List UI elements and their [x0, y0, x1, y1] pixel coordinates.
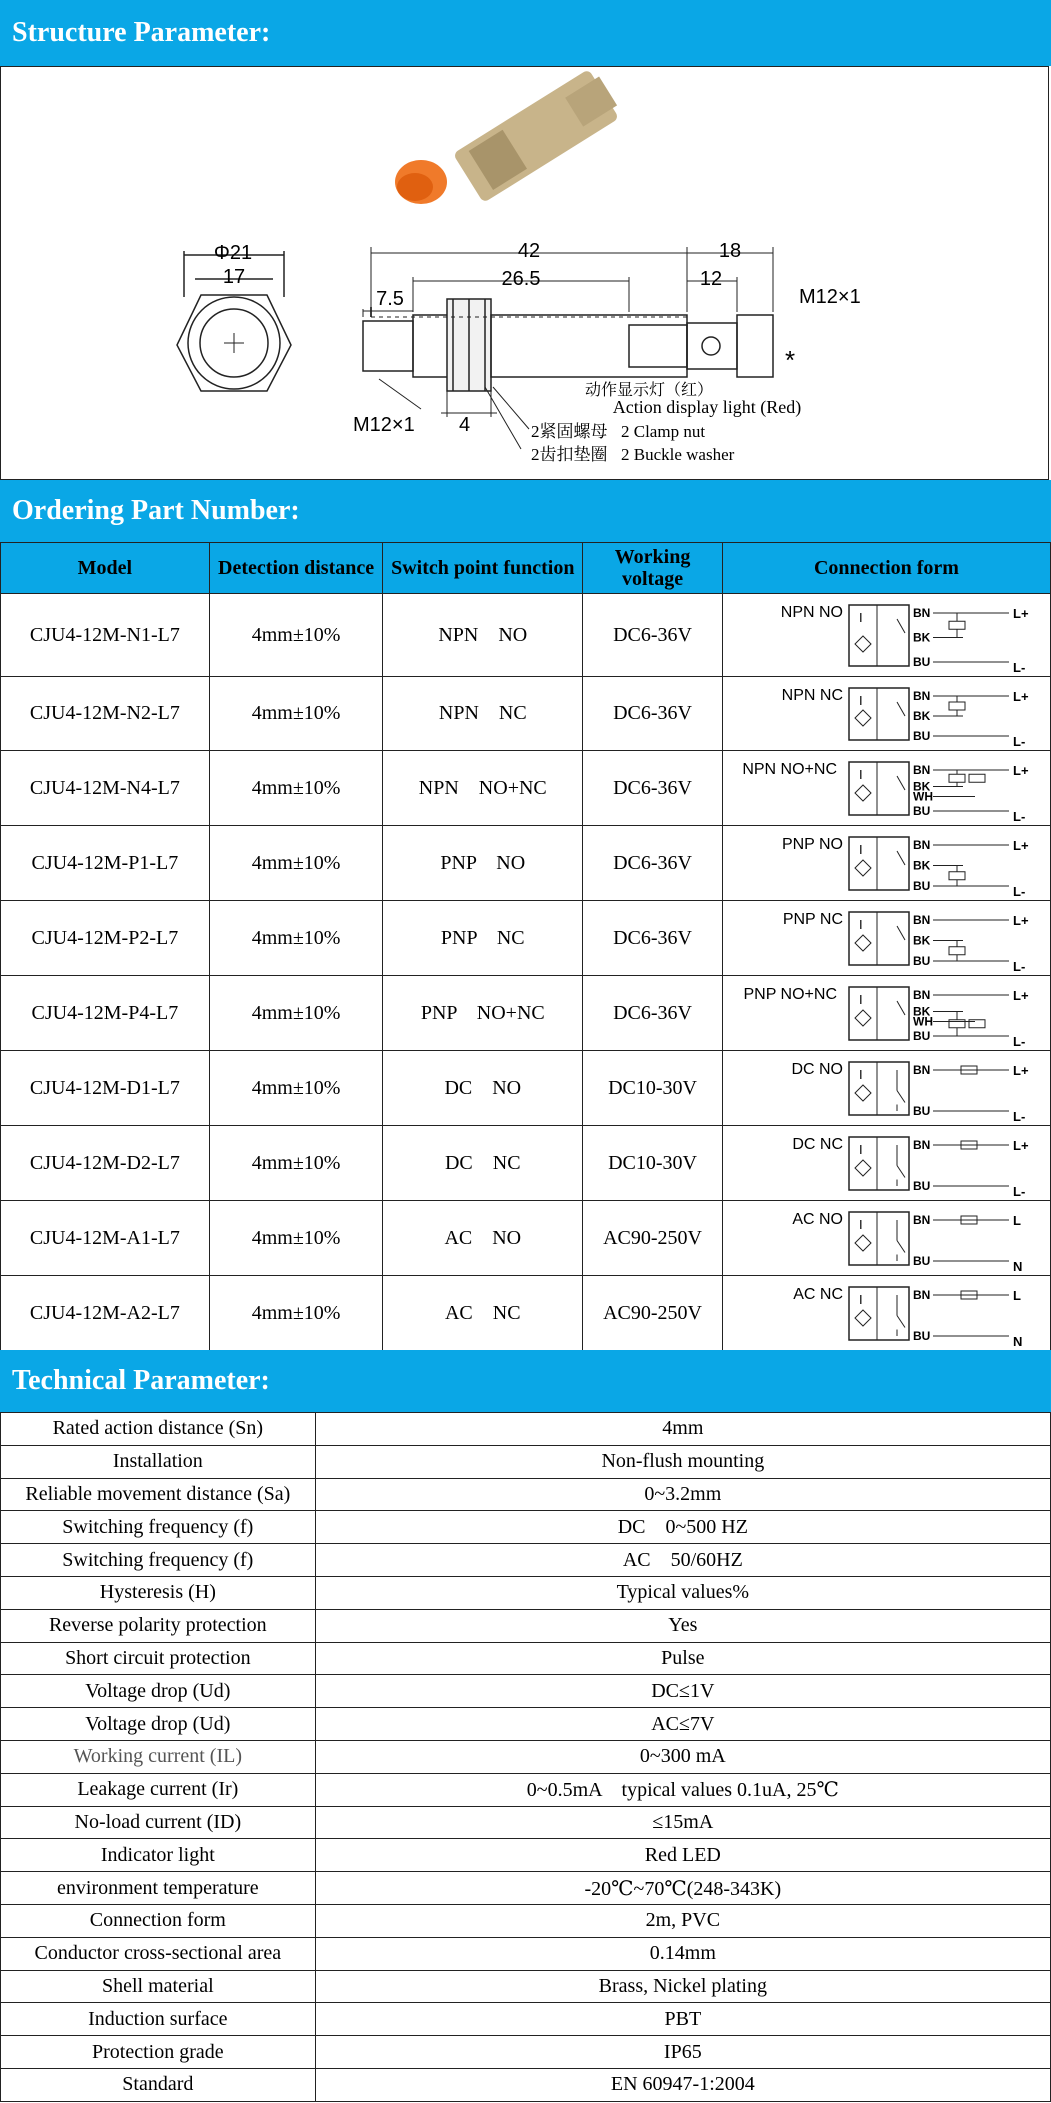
dim-42: 42 [517, 240, 541, 262]
parameter-value: Brass, Nickel plating [315, 1970, 1050, 2003]
table-row [1, 1276, 1051, 1351]
parameter-name: Hysteresis (H) [1, 1576, 316, 1609]
parameter-name: Connection form [1, 1904, 316, 1937]
function-cell: PNP NO [383, 826, 583, 901]
table-row [1, 1904, 1051, 1937]
wiring-diagram [723, 1277, 1049, 1350]
wire-bk-label: BK [912, 708, 931, 723]
wire-bu-label: BU [912, 878, 931, 893]
table-row [1, 1872, 1051, 1905]
parameter-value: PBT [315, 2003, 1050, 2036]
voltage-cell: AC90-250V [583, 1276, 723, 1351]
sensor-i-label: I [858, 1141, 863, 1157]
model-cell: CJU4-12M-N4-L7 [1, 751, 210, 826]
table-row [1, 1445, 1051, 1478]
sensor-i-label: I [858, 692, 863, 708]
parameter-name: Switching frequency (f) [1, 1544, 316, 1577]
model-cell: CJU4-12M-N2-L7 [1, 677, 210, 751]
voltage-cell: AC90-250V [583, 1201, 723, 1276]
table-row [1, 826, 1051, 901]
wire-bn-label: BN [912, 762, 931, 777]
wiring-diagram [723, 827, 1049, 900]
dim-12: 12 [699, 268, 723, 290]
ordering-section-header: Ordering Part Number: [0, 480, 1051, 542]
parameter-name: No-load current (ID) [1, 1806, 316, 1839]
distance-cell: 4mm±10% [209, 1126, 383, 1201]
sensor-i-label: I [858, 1066, 863, 1082]
connection-diagram-cell [722, 826, 1050, 901]
sensor-i-label: I [858, 916, 863, 932]
dim-4: 4 [459, 414, 471, 436]
load-resistor [949, 1019, 965, 1027]
load-resistor [949, 774, 965, 782]
switch-contact [897, 1240, 905, 1252]
table-row [1, 2068, 1051, 2101]
table-row [1, 1937, 1051, 1970]
terminal-bottom-label: L- [1012, 958, 1026, 974]
wire-wh-label: WH [912, 789, 933, 803]
table-row [1, 1511, 1051, 1544]
sensor-box [849, 762, 909, 815]
parameter-value: Non-flush mounting [315, 1445, 1050, 1478]
wiring-diagram [723, 595, 1049, 676]
switch-contact [897, 1165, 905, 1177]
parameter-name: Standard [1, 2068, 316, 2101]
structure-drawing [1, 67, 1048, 479]
load-resistor [949, 946, 965, 954]
connection-type-label: PNP NO [781, 835, 843, 853]
table-row [1, 594, 1051, 677]
wire-bk-label: BK [912, 630, 931, 644]
connection-type-label: NPN NO [780, 603, 843, 621]
model-cell: CJU4-12M-P1-L7 [1, 826, 210, 901]
switch-contact [897, 851, 905, 865]
connection-diagram-cell [722, 1276, 1050, 1351]
wire-bn-label: BN [912, 987, 931, 1002]
table-row [1, 1806, 1051, 1839]
sensor-photo [395, 69, 619, 204]
parameter-name: Installation [1, 1445, 316, 1478]
connection-type-label: PNP NC [782, 910, 843, 928]
nut-note-cn: 2紧固螺母 [531, 422, 608, 441]
load-resistor [949, 702, 965, 710]
sensor-box [849, 987, 909, 1040]
table-row [1, 1051, 1051, 1126]
switch-contact [897, 702, 905, 716]
terminal-bottom-label: N [1012, 1258, 1023, 1274]
wire-bk-label: BK [912, 858, 931, 872]
connection-diagram-cell [722, 751, 1050, 826]
parameter-name: Voltage drop (Ud) [1, 1708, 316, 1741]
parameter-value: DC≤1V [315, 1675, 1050, 1708]
table-row [1, 751, 1051, 826]
function-cell: NPN NO+NC [383, 751, 583, 826]
table-row [1, 976, 1051, 1051]
connection-type-label: DC NC [792, 1135, 843, 1153]
table-row [1, 2036, 1051, 2069]
dim-7-5: 7.5 [376, 288, 404, 310]
terminal-top-label: L+ [1012, 688, 1029, 704]
wire-bk-label: BK [912, 779, 931, 793]
thread-top-label: M12×1 [799, 286, 861, 308]
parameter-value: EN 60947-1:2004 [315, 2068, 1050, 2101]
parameter-value: Pulse [315, 1642, 1050, 1675]
parameter-value: -20℃~70℃(248-343K) [315, 1872, 1050, 1905]
wire-bu-label: BU [912, 1328, 931, 1343]
sensor-diamond [855, 1235, 871, 1251]
terminal-top-label: L+ [1012, 605, 1029, 621]
wiring-diagram [723, 1127, 1049, 1200]
voltage-cell: DC6-36V [583, 594, 723, 677]
wiring-diagram [723, 752, 1049, 825]
terminal-bottom-label: L- [1012, 1033, 1026, 1049]
function-cell: DC NC [383, 1126, 583, 1201]
connection-type-label: DC NO [791, 1060, 843, 1078]
dim-phi21: Φ21 [213, 242, 253, 264]
table-row [1, 1675, 1051, 1708]
parameter-value: 0~0.5mA typical values 0.1uA, 25℃ [315, 1773, 1050, 1806]
parameter-name: Reliable movement distance (Sa) [1, 1478, 316, 1511]
wire-bn-label: BN [912, 605, 931, 620]
load-resistor [949, 871, 965, 879]
sensor-diamond [855, 1160, 871, 1176]
table-row [1, 1970, 1051, 2003]
col-switch-function: Switch point function [383, 543, 583, 594]
voltage-cell: DC6-36V [583, 826, 723, 901]
table-row [1, 1773, 1051, 1806]
parameter-name: Voltage drop (Ud) [1, 1675, 316, 1708]
model-cell: CJU4-12M-A1-L7 [1, 1201, 210, 1276]
function-cell: PNP NC [383, 901, 583, 976]
voltage-cell: DC6-36V [583, 976, 723, 1051]
wiring-diagram [723, 1202, 1049, 1275]
function-cell: DC NO [383, 1051, 583, 1126]
col-model: Model [1, 543, 210, 594]
wiring-diagram [723, 678, 1049, 750]
connection-diagram-cell [722, 1051, 1050, 1126]
table-row [1, 1708, 1051, 1741]
parameter-value: Yes [315, 1609, 1050, 1642]
function-cell: PNP NO+NC [383, 976, 583, 1051]
structure-section-header: Structure Parameter: [0, 0, 1051, 66]
distance-cell: 4mm±10% [209, 1276, 383, 1351]
table-row [1, 901, 1051, 976]
wire-wh-label: WH [912, 1014, 933, 1028]
voltage-cell: DC6-36V [583, 751, 723, 826]
voltage-cell: DC6-36V [583, 901, 723, 976]
model-cell: CJU4-12M-A2-L7 [1, 1276, 210, 1351]
distance-cell: 4mm±10% [209, 1201, 383, 1276]
parameter-name: Leakage current (Ir) [1, 1773, 316, 1806]
parameter-value: AC≤7V [315, 1708, 1050, 1741]
parameter-name: Rated action distance (Sn) [1, 1413, 316, 1446]
sensor-i-label: I [858, 1216, 863, 1232]
connection-type-label: NPN NC [781, 686, 843, 704]
sensor-i-label: I [858, 1291, 863, 1307]
col-connection-form: Connection form [722, 543, 1050, 594]
connection-type-label: PNP NO+NC [743, 985, 837, 1003]
switch-contact [897, 926, 905, 940]
voltage-cell: DC10-30V [583, 1126, 723, 1201]
ordering-header-row [1, 543, 1051, 594]
load-resistor-2 [969, 774, 985, 782]
table-row [1, 1642, 1051, 1675]
light-note-cn: 动作显示灯（红） [584, 382, 714, 399]
distance-cell: 4mm±10% [209, 751, 383, 826]
parameter-name: Shell material [1, 1970, 316, 2003]
sensor-diamond [855, 860, 871, 876]
terminal-top-label: L+ [1012, 837, 1029, 853]
table-row [1, 1201, 1051, 1276]
parameter-value: IP65 [315, 2036, 1050, 2069]
terminal-top-label: L+ [1012, 1062, 1029, 1078]
terminal-top-label: L+ [1012, 1137, 1029, 1153]
connection-type-label: NPN NO+NC [742, 760, 837, 778]
structure-drawing-panel [0, 66, 1049, 480]
distance-cell: 4mm±10% [209, 594, 383, 677]
switch-contact [897, 776, 905, 790]
connection-diagram-cell [722, 901, 1050, 976]
wire-bu-label: BU [912, 1103, 931, 1118]
wiring-diagram [723, 902, 1049, 975]
technical-table [0, 1412, 1051, 2102]
wire-bu-label: BU [912, 1178, 931, 1193]
wire-bn-label: BN [912, 1212, 931, 1227]
distance-cell: 4mm±10% [209, 677, 383, 751]
wire-bn-label: BN [912, 1137, 931, 1152]
parameter-name: Conductor cross-sectional area [1, 1937, 316, 1970]
parameter-value: Typical values% [315, 1576, 1050, 1609]
sensor-box [849, 912, 909, 965]
connection-diagram-cell [722, 1201, 1050, 1276]
distance-cell: 4mm±10% [209, 901, 383, 976]
sensor-box [849, 605, 909, 666]
sensor-box [849, 1287, 909, 1340]
parameter-name: Indicator light [1, 1839, 316, 1872]
nut-note-en: 2 Clamp nut [621, 422, 706, 441]
parameter-value: Red LED [315, 1839, 1050, 1872]
ordering-table [0, 542, 1051, 1351]
parameter-name: environment temperature [1, 1872, 316, 1905]
connection-diagram-cell [722, 677, 1050, 751]
parameter-name: Working current (IL) [1, 1740, 316, 1773]
parameter-name: Switching frequency (f) [1, 1511, 316, 1544]
parameter-value: AC 50/60HZ [315, 1544, 1050, 1577]
wire-bu-label: BU [912, 728, 931, 743]
terminal-bottom-label: L- [1012, 883, 1026, 899]
table-row [1, 1740, 1051, 1773]
connection-diagram-cell [722, 1126, 1050, 1201]
wire-bu-label: BU [912, 803, 931, 818]
sensor-diamond [855, 935, 871, 951]
terminal-top-label: L+ [1012, 987, 1029, 1003]
sensor-box [849, 837, 909, 890]
table-row [1, 1576, 1051, 1609]
terminal-bottom-label: L- [1012, 1108, 1026, 1124]
sensor-i-label: I [858, 841, 863, 857]
parameter-value: 0.14mm [315, 1937, 1050, 1970]
wire-bn-label: BN [912, 688, 931, 703]
wire-bu-label: BU [912, 953, 931, 968]
terminal-top-label: L [1012, 1287, 1021, 1303]
wire-bk-label: BK [912, 1004, 931, 1018]
connection-type-label: AC NO [792, 1210, 843, 1228]
function-cell: AC NC [383, 1276, 583, 1351]
terminal-bottom-label: N [1012, 1333, 1023, 1349]
switch-contact [897, 1001, 905, 1015]
sensor-box [849, 1062, 909, 1115]
sensor-box [849, 1137, 909, 1190]
model-cell: CJU4-12M-D1-L7 [1, 1051, 210, 1126]
wiring-diagram [723, 1052, 1049, 1125]
switch-contact [897, 1315, 905, 1327]
parameter-name: Reverse polarity protection [1, 1609, 316, 1642]
parameter-name: Short circuit protection [1, 1642, 316, 1675]
function-cell: AC NO [383, 1201, 583, 1276]
table-row [1, 1413, 1051, 1446]
table-row [1, 1839, 1051, 1872]
table-row [1, 1478, 1051, 1511]
wire-bn-label: BN [912, 1287, 931, 1302]
dim-26-5: 26.5 [501, 268, 541, 290]
distance-cell: 4mm±10% [209, 976, 383, 1051]
terminal-bottom-label: L- [1012, 808, 1026, 824]
sensor-diamond [855, 710, 871, 726]
sensor-diamond [855, 1310, 871, 1326]
distance-cell: 4mm±10% [209, 826, 383, 901]
parameter-value: ≤15mA [315, 1806, 1050, 1839]
wire-bn-label: BN [912, 1062, 931, 1077]
terminal-bottom-label: L- [1012, 1183, 1026, 1199]
col-working-voltage: Working voltage [583, 543, 723, 594]
table-row [1, 1544, 1051, 1577]
wire-bn-label: BN [912, 912, 931, 927]
terminal-top-label: L+ [1012, 762, 1029, 778]
sensor-box [849, 1212, 909, 1265]
model-cell: CJU4-12M-P2-L7 [1, 901, 210, 976]
sensor-diamond [855, 636, 871, 652]
switch-contact [897, 619, 905, 633]
connection-diagram-cell [722, 976, 1050, 1051]
sensor-i-label: I [858, 991, 863, 1007]
wire-bu-label: BU [912, 654, 931, 669]
parameter-name: Protection grade [1, 2036, 316, 2069]
table-row [1, 1126, 1051, 1201]
load-resistor [949, 621, 965, 629]
switch-contact [897, 1090, 905, 1102]
terminal-bottom-label: L- [1012, 733, 1026, 749]
model-cell: CJU4-12M-P4-L7 [1, 976, 210, 1051]
terminal-bottom-label: L- [1012, 659, 1026, 675]
wiring-diagram [723, 977, 1049, 1050]
col-detection-distance: Detection distance [209, 543, 383, 594]
sensor-i-label: I [858, 766, 863, 782]
function-cell: NPN NC [383, 677, 583, 751]
voltage-cell: DC6-36V [583, 677, 723, 751]
parameter-name: Induction surface [1, 2003, 316, 2036]
parameter-value: 2m, PVC [315, 1904, 1050, 1937]
parameter-value: 4mm [315, 1413, 1050, 1446]
parameter-value: 0~3.2mm [315, 1478, 1050, 1511]
table-row [1, 1609, 1051, 1642]
connection-diagram-cell [722, 594, 1050, 677]
connection-type-label: AC NC [793, 1285, 843, 1303]
sensor-diamond [855, 1010, 871, 1026]
wire-bn-label: BN [912, 837, 931, 852]
sensor-i-label: I [858, 609, 863, 625]
table-row [1, 2003, 1051, 2036]
wire-bu-label: BU [912, 1028, 931, 1043]
sensor-box [849, 688, 909, 740]
thread-bottom-label: M12×1 [353, 414, 415, 436]
wire-bk-label: BK [912, 933, 931, 947]
table-row [1, 677, 1051, 751]
star-mark: * [785, 345, 796, 375]
function-cell: NPN NO [383, 594, 583, 677]
model-cell: CJU4-12M-D2-L7 [1, 1126, 210, 1201]
wire-bu-label: BU [912, 1253, 931, 1268]
dim-17: 17 [222, 266, 246, 288]
light-note-en: Action display light (Red) [612, 397, 802, 417]
voltage-cell: DC10-30V [583, 1051, 723, 1126]
parameter-value: DC 0~500 HZ [315, 1511, 1050, 1544]
distance-cell: 4mm±10% [209, 1051, 383, 1126]
model-cell: CJU4-12M-N1-L7 [1, 594, 210, 677]
sensor-diamond [855, 1085, 871, 1101]
load-resistor-2 [969, 1019, 985, 1027]
washer-note-cn: 2齿扣垫圈 [531, 445, 608, 464]
terminal-top-label: L+ [1012, 912, 1029, 928]
dim-18: 18 [718, 240, 742, 262]
washer-note-en: 2 Buckle washer [621, 445, 735, 464]
parameter-value: 0~300 mA [315, 1740, 1050, 1773]
sensor-diamond [855, 785, 871, 801]
terminal-top-label: L [1012, 1212, 1021, 1228]
technical-section-header: Technical Parameter: [0, 1350, 1051, 1412]
